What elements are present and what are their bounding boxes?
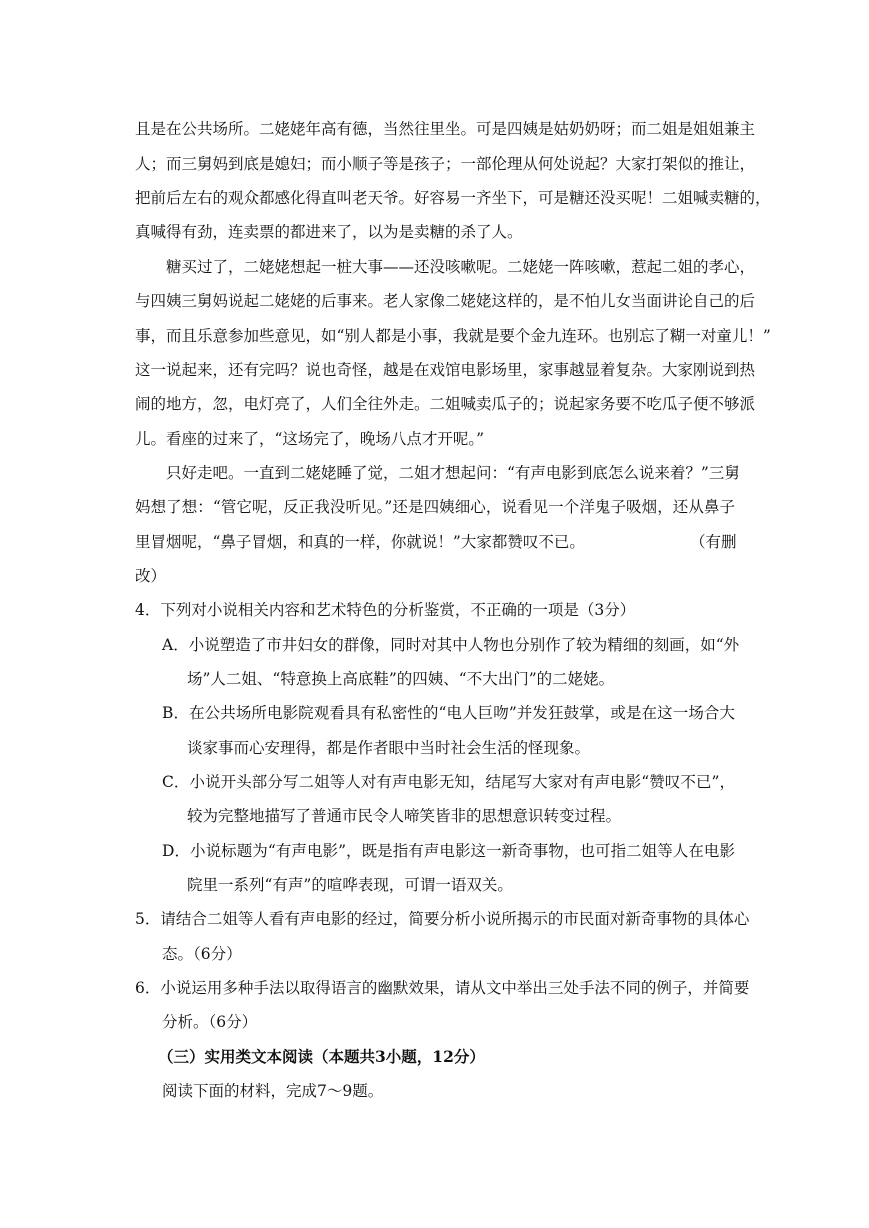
paragraph-line: 与四姨三舅妈说起二姥姥的后事来。老人家像二姥姥这样的，是不怕儿女当面讲论自己的后 (135, 292, 756, 310)
question-4-option-c: C．小说开头部分写二姐等人对有声电影无知，结尾写大家对有声电影“赞叹不已”， (162, 773, 735, 791)
source-note-continued: 改） (135, 567, 167, 585)
paragraph-line: 把前后左右的观众都感化得直叫老天爷。好容易一齐坐下，可是糖还没买呢！二姐喊卖糖的， (135, 189, 771, 207)
paragraph-line: 儿。看座的过来了，“这场完了，晚场八点才开呢。” (135, 430, 485, 448)
question-4-option-a-cont: 场”人二姐、“特意换上高底鞋”的四姨、“不大出门”的二姥姥。 (187, 670, 615, 688)
question-4-option-d: D．小说标题为“有声电影”，既是指有声电影这一新奇事物，也可指二姐等人在电影 (162, 842, 735, 860)
paragraph-line: 且是在公共场所。二姥姥年高有德，当然往里坐。可是四姨是姑奶奶呀；而二姐是姐姐兼主 (135, 120, 756, 138)
paragraph-line: 事，而且乐意参加些意见，如“别人都是小事，我就是要个金九连环。也别忘了糊一对童儿！” (135, 327, 771, 345)
source-note: （有删 (690, 533, 737, 551)
paragraph-line: 里冒烟呢，“鼻子冒烟，和真的一样，你就说！”大家都赞叹不已。 (135, 533, 585, 551)
question-6-stem-cont: 分析。（6分） (162, 1013, 258, 1031)
question-4-stem: 4．下列对小说相关内容和艺术特色的分析鉴赏，不正确的一项是（3分） (135, 601, 636, 619)
question-5-stem-cont: 态。（6分） (162, 945, 242, 963)
question-4-option-a: A．小说塑造了市井妇女的群像，同时对其中人物也分别作了较为精细的刻画，如“外 (162, 636, 740, 654)
question-5-stem: 5．请结合二姐等人看有声电影的经过，简要分析小说所揭示的市民面对新奇事物的具体心 (135, 910, 750, 928)
paragraph-line: 这一说起来，还有完吗？说也奇怪，越是在戏馆电影场里，家事越显着复杂。大家刚说到热 (135, 361, 756, 379)
question-4-option-b-cont: 谈家事而心安理得，都是作者眼中当时社会生活的怪现象。 (187, 739, 591, 757)
question-4-option-c-cont: 较为完整地描写了普通市民令人啼笑皆非的思想意识转变过程。 (187, 807, 622, 825)
question-6-stem: 6．小说运用多种手法以取得语言的幽默效果，请从文中举出三处手法不同的例子，并简要 (135, 979, 750, 997)
paragraph-line: 闹的地方，忽，电灯亮了，人们全往外走。二姐喊卖瓜子的；说起家务要不吃瓜子便不够派 (135, 395, 756, 413)
question-4-option-b: B．在公共场所电影院观看具有私密性的“电人巨吻”并发狂鼓掌，或是在这一场合大 (162, 704, 735, 722)
paragraph-line: 人；而三舅妈到底是媳妇；而小顺子等是孩子；一部伦理从何处说起？大家打架似的推让， (135, 155, 756, 173)
paragraph-line: 只好走吧。一直到二姥姥睡了觉，二姐才想起问：“有声电影到底怎么说来着？”三舅 (166, 464, 740, 482)
question-4-option-d-cont: 院里一系列“有声”的喧哗表现，可谓一语双关。 (187, 876, 513, 894)
section-heading: （三）实用类文本阅读（本题共3小题，12分） (158, 1047, 485, 1066)
section-instruction: 阅读下面的材料，完成7～9题。 (162, 1082, 384, 1100)
paragraph-line: 糖买过了，二姥姥想起一桩大事——还没咳嗽呢。二姥姥一阵咳嗽，惹起二姐的孝心， (166, 258, 756, 276)
paragraph-line: 妈想了想：“管它呢，反正我没听见。”还是四姨细心，说看见一个洋鬼子吸烟，还从鼻子 (135, 498, 735, 516)
paragraph-line: 真喊得有劲，连卖票的都进来了，以为是卖糖的杀了人。 (135, 223, 523, 241)
